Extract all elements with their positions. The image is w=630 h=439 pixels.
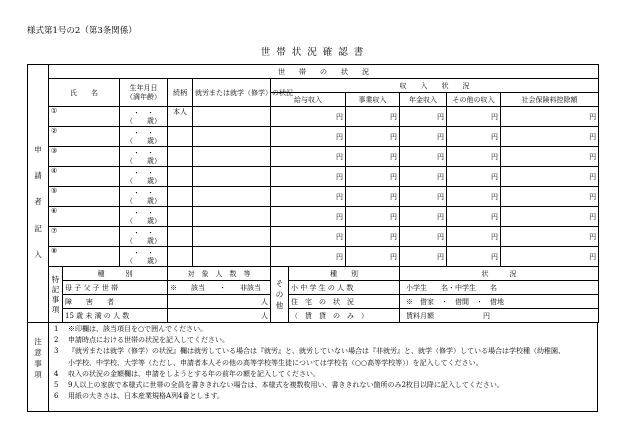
notes-label xyxy=(28,322,49,411)
applicant-side-label xyxy=(28,65,49,323)
other-item-name: 小 中 学 生 の 人 数 xyxy=(289,281,400,295)
other-income-header: その他の収入 xyxy=(447,93,501,107)
other-income-cell[interactable]: 円 xyxy=(447,187,501,207)
member-number: ⑧ xyxy=(51,247,58,255)
member-status-cell[interactable] xyxy=(193,207,271,227)
pension-header: 年金収入 xyxy=(400,93,447,107)
dob-date: ・ ・ xyxy=(133,128,154,137)
other-income-cell[interactable]: 円 xyxy=(447,227,501,247)
household-member-row xyxy=(28,207,599,227)
other-status-header: 状 況 xyxy=(400,267,599,281)
other-item-name: （ 賃 貸 の み ） xyxy=(289,309,400,323)
household-heading: 世 帯 の 状 況 xyxy=(49,65,599,79)
dob-age: （ 歳） xyxy=(126,196,161,205)
member-relationship-cell[interactable] xyxy=(168,147,193,167)
side-label-char: 入 xyxy=(34,249,42,259)
special-item-value[interactable] xyxy=(168,309,271,323)
form-code: 様式第1号の2（第3条関係） xyxy=(27,26,137,36)
dob-date: ・ ・ xyxy=(133,208,154,217)
household-member-row xyxy=(28,147,599,167)
household-member-row xyxy=(28,107,599,127)
member-relationship-cell[interactable] xyxy=(168,247,193,267)
note-text-continued: 小学校、中学校、大学等（ただし、申請者本人その他の高等学校等生徒については学校名（○○高等学校等））を記入してください。 xyxy=(68,358,483,367)
pension-cell[interactable]: 円 xyxy=(400,207,447,227)
side-label-char: 者 xyxy=(34,197,42,207)
member-number: ① xyxy=(51,107,58,115)
dob-date: ・ ・ xyxy=(133,228,154,237)
member-status-cell[interactable] xyxy=(193,127,271,147)
member-dob-cell[interactable] xyxy=(120,227,168,247)
insurance-cell[interactable]: 円 xyxy=(501,107,599,127)
special-item-name: 母 子 父 子 世 帯 xyxy=(63,281,168,295)
business-cell[interactable]: 円 xyxy=(346,207,400,227)
household-member-row xyxy=(28,247,599,267)
pension-cell[interactable]: 円 xyxy=(400,147,447,167)
side-label-char: 申 xyxy=(34,144,42,154)
notes-list xyxy=(54,324,595,402)
member-name-cell[interactable] xyxy=(49,167,120,187)
other-label-char: そ xyxy=(275,279,284,288)
insurance-cell[interactable]: 円 xyxy=(501,247,599,267)
other-type-header: 種 別 xyxy=(289,267,400,281)
income-heading: 収 入 状 況 xyxy=(271,79,599,93)
member-relationship-cell[interactable] xyxy=(168,127,193,147)
notes-section xyxy=(27,322,598,412)
other-label xyxy=(271,267,289,323)
dob-age: （ 歳） xyxy=(126,216,161,225)
notes-label-char: 事 xyxy=(34,359,42,368)
household-table xyxy=(27,64,599,323)
dob-date: ・ ・ xyxy=(133,188,154,197)
pension-cell[interactable]: 円 xyxy=(400,227,447,247)
member-dob-cell[interactable] xyxy=(120,147,168,167)
dob-header: 生年月日 （満年齢） xyxy=(120,79,168,107)
note-text: 9人以上の家族で本様式に世帯の全員を書ききれない場合は、本様式を複数枚用い、書ききれない箇所のみ2枚目以降に記入してください。 xyxy=(68,381,504,390)
note-number: 2 xyxy=(54,336,59,345)
member-relationship-cell[interactable] xyxy=(168,167,193,187)
household-member-row xyxy=(28,167,599,187)
other-income-cell[interactable]: 円 xyxy=(447,127,501,147)
other-label-char: の xyxy=(275,290,284,299)
business-cell[interactable]: 円 xyxy=(346,127,400,147)
salary-header: 給与収入 xyxy=(271,93,346,107)
member-relationship-cell[interactable]: 本人 xyxy=(168,107,193,127)
special-item-value[interactable] xyxy=(168,281,271,295)
member-number: ③ xyxy=(51,147,58,155)
member-name-cell[interactable] xyxy=(49,147,120,167)
member-dob-cell[interactable] xyxy=(120,247,168,267)
business-cell[interactable]: 円 xyxy=(346,167,400,187)
note-text: 用紙の大きさは、日本産業規格A列4番とします。 xyxy=(68,392,224,401)
notes-label-char: 意 xyxy=(34,348,42,357)
note-item xyxy=(54,369,595,380)
salary-cell[interactable]: 円 xyxy=(271,127,346,147)
member-number: ② xyxy=(51,127,58,135)
pension-cell[interactable]: 円 xyxy=(400,107,447,127)
note-item xyxy=(54,324,595,335)
member-number: ⑦ xyxy=(51,227,58,235)
insurance-cell[interactable]: 円 xyxy=(501,127,599,147)
member-dob-cell[interactable] xyxy=(120,207,168,227)
note-number: 1 xyxy=(54,325,59,333)
relationship-header: 続柄 xyxy=(168,79,193,107)
special-type-header: 種 別 xyxy=(63,267,168,281)
dob-age: （ 歳） xyxy=(126,116,161,125)
note-item xyxy=(54,346,595,357)
salary-cell[interactable]: 円 xyxy=(271,187,346,207)
salary-cell[interactable]: 円 xyxy=(271,147,346,167)
pension-cell[interactable]: 円 xyxy=(400,127,447,147)
special-target-header: 対 象 人 数 等 xyxy=(168,267,271,281)
member-name-cell[interactable] xyxy=(49,207,120,227)
pension-cell[interactable]: 円 xyxy=(400,247,447,267)
member-name-cell[interactable] xyxy=(49,107,120,127)
member-dob-cell[interactable] xyxy=(120,107,168,127)
special-item-name: 障 害 者 xyxy=(63,295,168,309)
other-income-cell[interactable]: 円 xyxy=(447,167,501,187)
note-item xyxy=(54,335,595,346)
dob-age: （ 歳） xyxy=(126,236,161,245)
insurance-cell[interactable]: 円 xyxy=(501,227,599,247)
member-relationship-cell[interactable] xyxy=(168,187,193,207)
special-notes-label xyxy=(49,267,63,323)
other-item-value[interactable]: 賃料月額 円 xyxy=(400,309,599,323)
note-text: ※印欄は、該当項目を○で囲んでください。 xyxy=(68,325,208,333)
household-member-row xyxy=(28,187,599,207)
member-status-cell[interactable] xyxy=(193,107,271,127)
other-income-cell[interactable]: 円 xyxy=(447,107,501,127)
member-status-cell[interactable] xyxy=(193,227,271,247)
note-number: 3 xyxy=(54,347,59,356)
dob-age: （ 歳） xyxy=(126,256,161,265)
insurance-cell[interactable]: 円 xyxy=(501,207,599,227)
other-income-cell[interactable]: 円 xyxy=(447,247,501,267)
note-text: 収入の状況の金額欄は、申請をしようとする年の前年の額を記入してください。 xyxy=(68,369,320,378)
business-cell[interactable]: 円 xyxy=(346,247,400,267)
member-name-cell[interactable] xyxy=(49,187,120,207)
dob-date: ・ ・ xyxy=(133,108,154,117)
special-label-char: 項 xyxy=(51,304,60,314)
business-cell[interactable]: 円 xyxy=(346,227,400,247)
name-header: 氏 名 xyxy=(49,79,120,107)
pension-cell[interactable]: 円 xyxy=(400,167,447,187)
note-number: 4 xyxy=(54,369,59,378)
insurance-header: 社会保険料控除額 xyxy=(501,93,599,107)
note-number: 6 xyxy=(54,392,59,401)
business-cell[interactable]: 円 xyxy=(346,187,400,207)
other-income-cell[interactable]: 円 xyxy=(447,207,501,227)
dob-age: （ 歳） xyxy=(126,136,161,145)
other-item-value[interactable]: 小学生 名・中学生 名 xyxy=(400,281,599,295)
note-item xyxy=(54,391,595,402)
insurance-cell[interactable]: 円 xyxy=(501,167,599,187)
dob-age: （ 歳） xyxy=(126,156,161,165)
insurance-cell[interactable]: 円 xyxy=(501,147,599,167)
notes-label-char: 項 xyxy=(34,370,42,379)
special-label-char: 記 xyxy=(51,284,60,294)
dob-date: ・ ・ xyxy=(133,148,154,157)
member-relationship-cell[interactable] xyxy=(168,207,193,227)
other-label-char: 他 xyxy=(275,301,284,310)
other-item-value[interactable]: ※ 借家 ・ 借間 ・ 借地 xyxy=(400,295,599,309)
note-number: 5 xyxy=(54,381,59,390)
business-cell[interactable]: 円 xyxy=(346,147,400,167)
member-number: ⑥ xyxy=(51,207,58,215)
member-dob-cell[interactable] xyxy=(120,187,168,207)
insurance-cell[interactable]: 円 xyxy=(501,187,599,207)
special-item-choice[interactable]: ※ 該当 ・ 非該当 xyxy=(170,283,261,292)
notes-label-char: 注 xyxy=(34,337,42,346)
pension-cell[interactable]: 円 xyxy=(400,187,447,207)
special-item-unit: 人 xyxy=(261,311,268,320)
other-item-name: 住 宅 の 状 況 xyxy=(289,295,400,309)
member-relationship-cell[interactable] xyxy=(168,227,193,247)
salary-cell[interactable]: 円 xyxy=(271,247,346,267)
special-label-char: 特 xyxy=(51,274,60,284)
document-title: 世帯状況確認書 xyxy=(260,47,370,58)
side-label-char: 記 xyxy=(34,223,42,233)
member-name-cell[interactable] xyxy=(49,127,120,147)
household-member-row xyxy=(28,127,599,147)
business-cell[interactable]: 円 xyxy=(346,107,400,127)
special-item-unit: 人 xyxy=(261,297,268,306)
member-dob-cell[interactable] xyxy=(120,127,168,147)
member-status-cell[interactable] xyxy=(193,147,271,167)
note-item xyxy=(54,380,595,391)
household-member-row xyxy=(28,227,599,247)
member-dob-cell[interactable] xyxy=(120,167,168,187)
salary-cell[interactable]: 円 xyxy=(271,207,346,227)
side-label-char: 請 xyxy=(34,171,42,181)
dob-age: （ 歳） xyxy=(126,176,161,185)
member-number: ⑤ xyxy=(51,187,58,195)
business-header: 事業収入 xyxy=(346,93,400,107)
other-income-cell[interactable]: 円 xyxy=(447,147,501,167)
salary-cell[interactable]: 円 xyxy=(271,107,346,127)
special-label-char: 事 xyxy=(51,294,60,304)
member-name-cell[interactable] xyxy=(49,247,120,267)
member-status-cell[interactable] xyxy=(193,187,271,207)
note-text: 『就労または就学（修学）の状況』欄は就労している場合は『就労』と、就労していない場合は『非就労』と、就学（修学）している場合は学校種（幼稚園、 xyxy=(68,347,565,356)
special-item-value[interactable] xyxy=(168,295,271,309)
salary-cell[interactable]: 円 xyxy=(271,227,346,247)
member-name-cell[interactable] xyxy=(49,227,120,247)
dob-date: ・ ・ xyxy=(133,168,154,177)
status-header: 就労または就学（修学）の状況 xyxy=(193,79,271,107)
salary-cell[interactable]: 円 xyxy=(271,167,346,187)
dob-date: ・ ・ xyxy=(133,248,154,257)
note-text: 申請時点における世帯の状況を記入してください。 xyxy=(68,336,229,345)
member-number: ④ xyxy=(51,167,58,175)
member-status-cell[interactable] xyxy=(193,247,271,267)
special-item-name: 15 歳 未 満 の 人 数 xyxy=(63,309,168,323)
member-status-cell[interactable] xyxy=(193,167,271,187)
